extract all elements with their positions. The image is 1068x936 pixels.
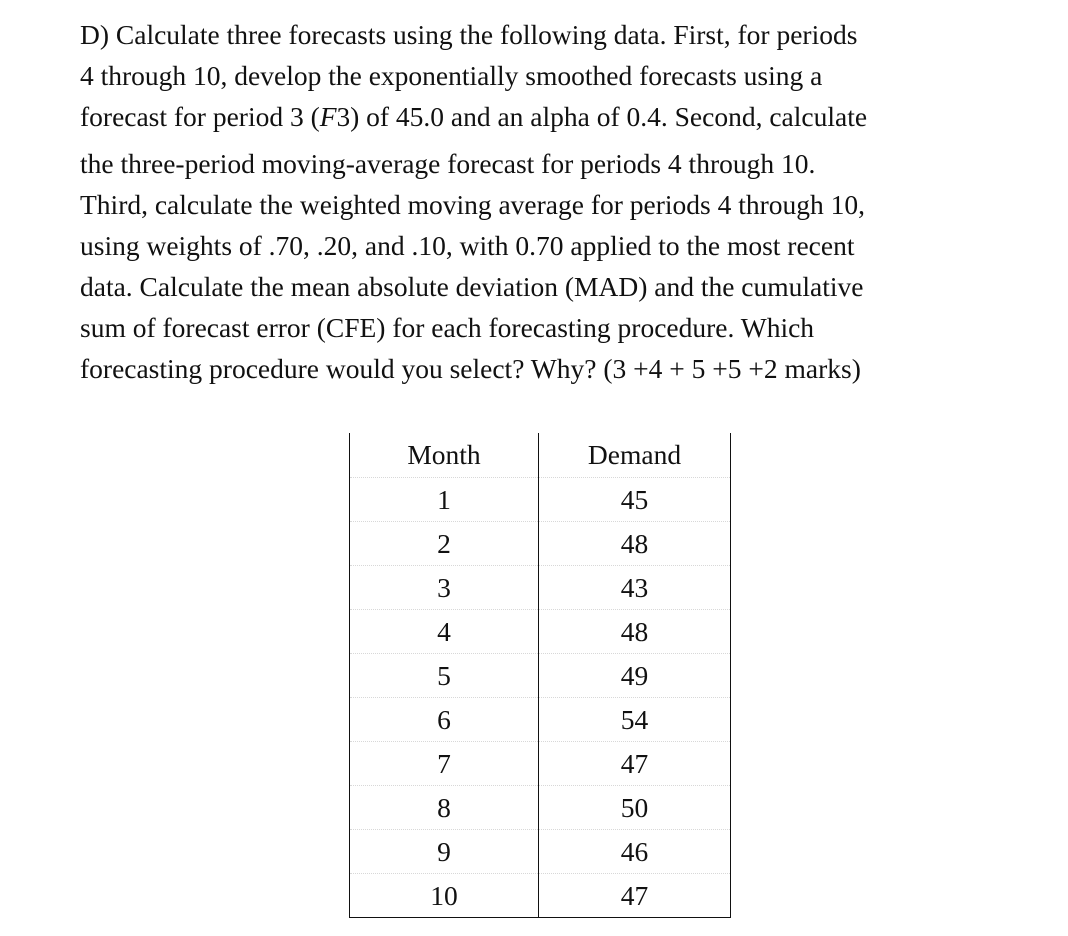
column-header-demand: Demand (539, 433, 731, 478)
cell-demand: 43 (539, 566, 731, 610)
question-line: using weights of .70, .20, and .10, with 0.70 applied to the most recent (80, 230, 855, 261)
cell-demand: 48 (539, 522, 731, 566)
cell-month: 2 (350, 522, 539, 566)
cell-month: 7 (350, 742, 539, 786)
cell-month: 5 (350, 654, 539, 698)
cell-month: 6 (350, 698, 539, 742)
cell-demand: 49 (539, 654, 731, 698)
question-line: forecasting procedure would you select? Why? (3 +4 + 5 +5 +2 marks) (80, 353, 861, 384)
forecast-subscript: 3 (336, 102, 351, 132)
table-row (350, 478, 731, 522)
table-row (350, 830, 731, 874)
cell-month: 9 (350, 830, 539, 874)
table-row (350, 522, 731, 566)
table-header-row (350, 433, 731, 478)
question-line: Third, calculate the weighted moving average for periods 4 through 10, (80, 189, 866, 220)
table-row (350, 698, 731, 742)
question-line (80, 96, 1010, 143)
table-row (350, 566, 731, 610)
table-body (350, 478, 731, 918)
question-line-part: ) of 45.0 and an alpha of 0.4. Second, calculate (350, 101, 868, 132)
table-row (350, 874, 731, 918)
question-line: sum of forecast error (CFE) for each forecasting procedure. Which (80, 312, 815, 343)
cell-demand: 47 (539, 874, 731, 918)
cell-month: 3 (350, 566, 539, 610)
question-line-part: forecast for period 3 ( (80, 101, 320, 132)
demand-table (349, 433, 731, 918)
cell-demand: 50 (539, 786, 731, 830)
demand-table-container (349, 433, 731, 918)
table-row (350, 610, 731, 654)
table-row (350, 786, 731, 830)
question-line: D) Calculate three forecasts using the following data. First, for periods (80, 19, 858, 50)
question-line: the three-period moving-average forecast for periods 4 through 10. (80, 148, 816, 179)
cell-demand: 48 (539, 610, 731, 654)
cell-demand: 54 (539, 698, 731, 742)
table-row (350, 654, 731, 698)
column-header-month: Month (350, 433, 539, 478)
cell-month: 8 (350, 786, 539, 830)
cell-month: 1 (350, 478, 539, 522)
question-text (80, 14, 1010, 389)
cell-month: 4 (350, 610, 539, 654)
cell-demand: 45 (539, 478, 731, 522)
forecast-symbol: F (319, 101, 337, 132)
question-line: 4 through 10, develop the exponentially smoothed forecasts using a (80, 60, 823, 91)
table-row (350, 742, 731, 786)
question-line: data. Calculate the mean absolute deviation (MAD) and the cumulative (80, 271, 864, 302)
cell-demand: 46 (539, 830, 731, 874)
cell-demand: 47 (539, 742, 731, 786)
cell-month: 10 (350, 874, 539, 918)
